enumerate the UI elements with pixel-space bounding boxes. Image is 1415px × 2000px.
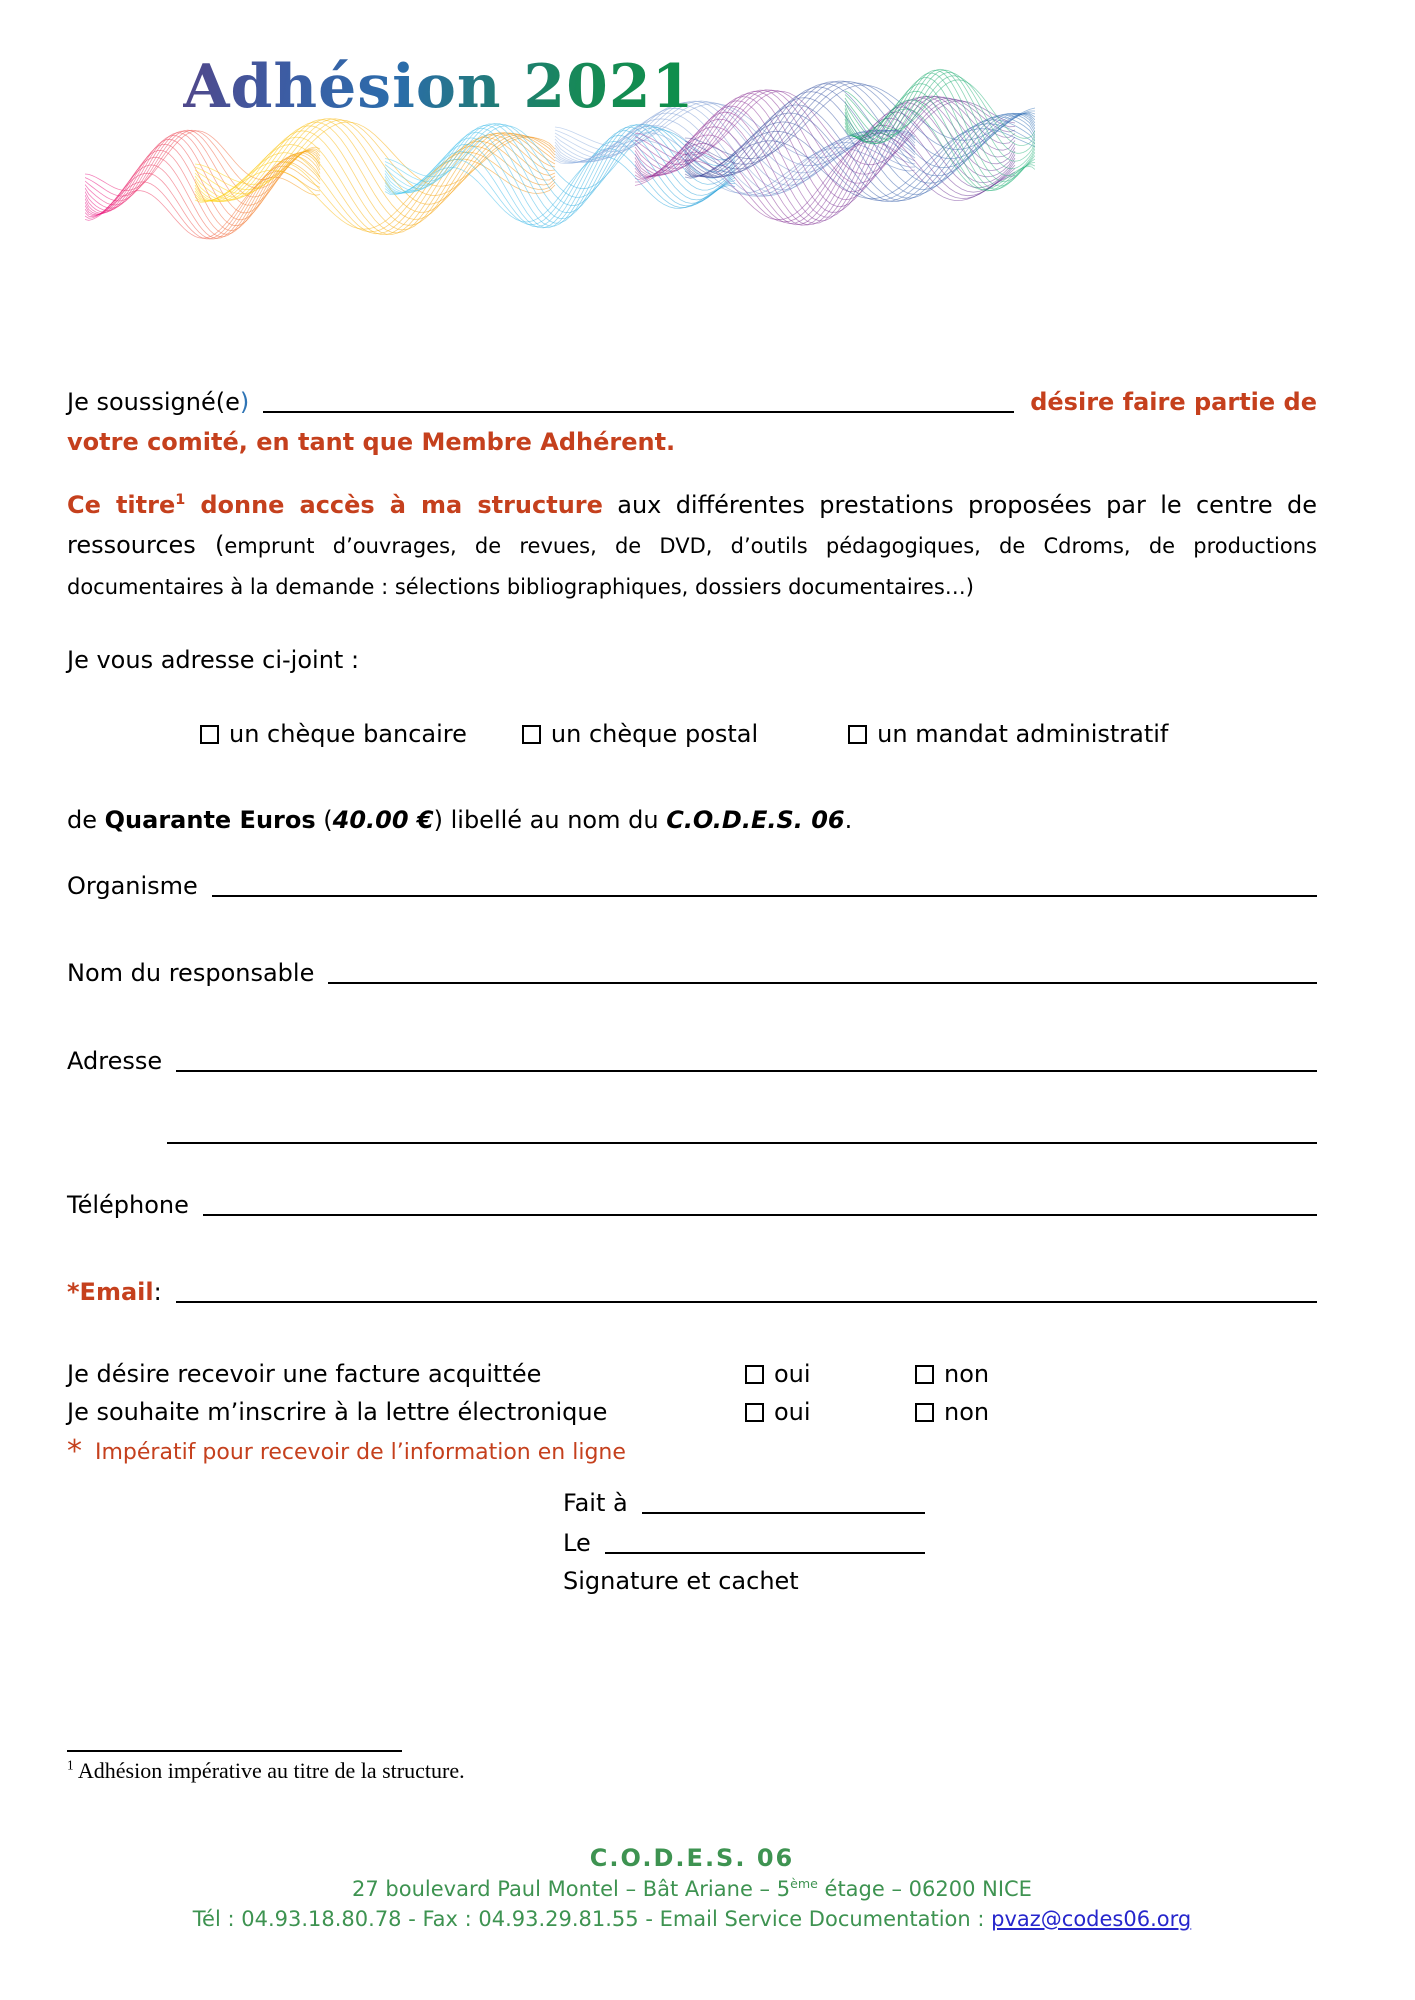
adresse-label: Adresse bbox=[67, 1047, 163, 1075]
amount-period: . bbox=[844, 806, 853, 834]
option-label: un mandat administratif bbox=[877, 720, 1169, 748]
checkbox-cheque-bancaire[interactable] bbox=[200, 725, 219, 744]
amount-paren-close: ) libellé au nom du bbox=[433, 806, 667, 834]
subscriber-row bbox=[67, 385, 1317, 419]
page-title: Adhésion 2021 bbox=[183, 52, 695, 122]
form-content bbox=[0, 385, 1415, 1934]
amount-prefix: de bbox=[67, 806, 105, 834]
desire-text: désire faire partie de bbox=[1030, 388, 1317, 416]
footnote-text-row bbox=[67, 1756, 1317, 1786]
oui-label: oui bbox=[774, 1360, 811, 1388]
access-lead-red-rest: donne accès à ma structure bbox=[185, 491, 603, 519]
access-details-text: emprunt d’ouvrages, de revues, de DVD, d’outils pédagogiques, de Cdroms, de productions documentaires à la demande : sélections bibliographiques, dossiers documentaires…) bbox=[67, 534, 1317, 599]
footer-contact-text: Tél : 04.93.18.80.78 - Fax : 04.93.29.81.55 - Email Service Documentation : bbox=[192, 1907, 992, 1931]
checkbox-newsletter-oui[interactable] bbox=[745, 1403, 764, 1422]
footnote-number: 1 bbox=[67, 1757, 74, 1773]
newsletter-oui-option bbox=[745, 1395, 811, 1429]
non-label: non bbox=[944, 1398, 990, 1426]
fait-a-label: Fait à bbox=[563, 1489, 628, 1517]
option-cheque-bancaire bbox=[200, 717, 467, 751]
oui-label: oui bbox=[774, 1398, 811, 1426]
amount-value: 40.00 € bbox=[332, 806, 434, 834]
email-required-note-text: Impératif pour recevoir de l’information en ligne bbox=[88, 1440, 626, 1465]
responsable-label: Nom du responsable bbox=[67, 959, 315, 987]
fait-a-input-line[interactable] bbox=[642, 1512, 925, 1514]
footnote bbox=[67, 1750, 1317, 1786]
telephone-input-line[interactable] bbox=[203, 1214, 1317, 1216]
le-input-line[interactable] bbox=[605, 1552, 925, 1554]
amount-bold: Quarante Euros bbox=[104, 806, 316, 834]
email-label: *Email bbox=[67, 1278, 154, 1306]
signature-cachet-label: Signature et cachet bbox=[563, 1567, 799, 1595]
email-input-line[interactable] bbox=[176, 1301, 1317, 1303]
subscriber-label: Je soussigné(e bbox=[67, 388, 240, 416]
footnote-reference: 1 bbox=[175, 492, 186, 508]
checkbox-facture-oui[interactable] bbox=[745, 1365, 764, 1384]
le-label: Le bbox=[563, 1529, 591, 1557]
email-field-row bbox=[67, 1275, 1317, 1309]
organisme-field-row bbox=[67, 869, 1317, 903]
checkbox-cheque-postal[interactable] bbox=[522, 725, 541, 744]
email-required-note bbox=[67, 1434, 1317, 1469]
attachment-intro: Je vous adresse ci-joint : bbox=[67, 646, 360, 674]
footer-contact bbox=[67, 1904, 1317, 1934]
signature-block bbox=[563, 1480, 925, 1598]
newsletter-question-label: Je souhaite m’inscrire à la lettre électronique bbox=[67, 1398, 608, 1426]
adresse-field-row bbox=[67, 1044, 1317, 1078]
amount-line bbox=[67, 803, 1317, 837]
option-label: un chèque bancaire bbox=[229, 720, 467, 748]
facture-question-label: Je désire recevoir une facture acquittée bbox=[67, 1360, 542, 1388]
organisme-input-line[interactable] bbox=[212, 895, 1317, 897]
footer-address-part1: 27 boulevard Paul Montel – Bât Ariane – 5 bbox=[352, 1877, 791, 1901]
access-lead-red: Ce titre bbox=[67, 491, 176, 519]
amount-paren-open: ( bbox=[315, 806, 333, 834]
newsletter-question-row bbox=[67, 1395, 1317, 1433]
header bbox=[0, 0, 1415, 255]
footer-org-name: C.O.D.E.S. 06 bbox=[589, 1844, 795, 1872]
option-label: un chèque postal bbox=[550, 720, 759, 748]
email-colon: : bbox=[153, 1278, 162, 1306]
newsletter-non-option bbox=[915, 1395, 989, 1429]
facture-question-row bbox=[67, 1357, 1317, 1395]
access-body-text: aux différentes prestations proposées par le centre de ressources ( bbox=[67, 491, 1318, 559]
footer-email-link[interactable]: pvaz@codes06.org bbox=[991, 1907, 1192, 1931]
non-label: non bbox=[944, 1360, 990, 1388]
payment-options-row bbox=[67, 717, 1317, 751]
responsable-field-row bbox=[67, 956, 1317, 990]
footer-address bbox=[67, 1874, 1317, 1904]
telephone-field-row bbox=[67, 1188, 1317, 1222]
footnote-separator bbox=[67, 1750, 402, 1752]
organisme-label: Organisme bbox=[67, 872, 198, 900]
footer bbox=[67, 1842, 1317, 1934]
checkbox-newsletter-non[interactable] bbox=[915, 1403, 934, 1422]
fait-a-row bbox=[563, 1480, 925, 1520]
footnote-text: Adhésion impérative au titre de la structure. bbox=[73, 1758, 465, 1783]
desire-text-line2: votre comité, en tant que Membre Adhérent. bbox=[67, 428, 676, 456]
checkbox-mandat-administratif[interactable] bbox=[848, 725, 867, 744]
adresse-input-line-2[interactable] bbox=[167, 1142, 1317, 1144]
facture-non-option bbox=[915, 1357, 989, 1391]
amount-org-name: C.O.D.E.S. 06 bbox=[666, 806, 845, 834]
footer-address-part2: étage – 06200 NICE bbox=[817, 1877, 1032, 1901]
option-mandat-administratif bbox=[848, 717, 1168, 751]
footer-address-sup: ème bbox=[790, 1876, 818, 1891]
subscriber-paren: ) bbox=[239, 388, 250, 416]
option-cheque-postal bbox=[522, 717, 758, 751]
access-paragraph bbox=[67, 485, 1317, 607]
le-row bbox=[563, 1520, 925, 1560]
subscriber-name-input-line[interactable] bbox=[263, 411, 1014, 413]
telephone-label: Téléphone bbox=[67, 1191, 189, 1219]
responsable-input-line[interactable] bbox=[328, 982, 1317, 984]
checkbox-facture-non[interactable] bbox=[915, 1365, 934, 1384]
facture-oui-option bbox=[745, 1357, 811, 1391]
asterisk: * bbox=[67, 1434, 82, 1469]
adresse-input-line[interactable] bbox=[176, 1070, 1317, 1072]
